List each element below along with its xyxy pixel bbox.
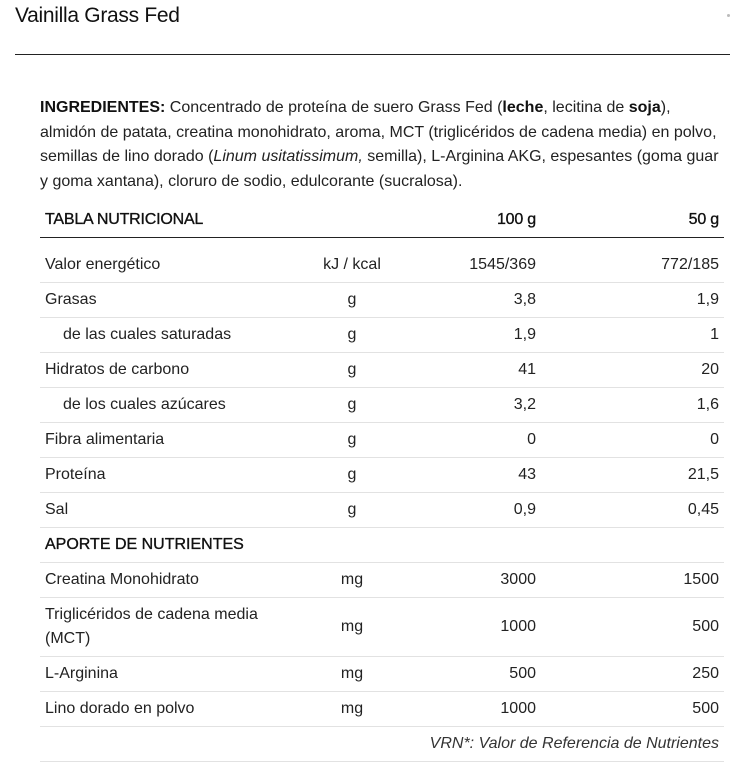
allergen-milk: leche [502, 99, 544, 116]
table-header-row [40, 203, 724, 238]
table-row [40, 657, 724, 692]
row-unit: g [347, 291, 357, 308]
table-row [40, 598, 724, 657]
row-label: Grasas [45, 291, 97, 308]
ingredients-paragraph [40, 96, 730, 194]
ingredients-label: INGREDIENTES: [40, 99, 166, 116]
row-value-100g: 1,9 [513, 326, 536, 343]
product-title: Vainilla Grass Fed [15, 4, 180, 27]
nutrition-table [40, 203, 724, 762]
table-row [40, 248, 724, 283]
row-value-50g: 500 [692, 618, 719, 635]
row-unit: g [347, 326, 357, 343]
row-value-50g: 250 [692, 665, 719, 682]
row-unit: g [347, 431, 357, 448]
ingredients-text-3: ), almidón de patata, creatina monohidrato, aroma, MCT (triglicéridos de cadena media) en polvo, semillas de lino dorado ( [40, 99, 717, 165]
table-row [40, 388, 724, 423]
row-value-100g: 41 [518, 361, 536, 378]
table-row [40, 353, 724, 388]
row-label: de las cuales saturadas [63, 326, 232, 343]
footnote-text: VRN*: Valor de Referencia de Nutrientes [429, 735, 719, 752]
allergen-soy: soja [628, 99, 661, 116]
row-value-50g: 1,9 [696, 291, 719, 308]
row-unit: mg [340, 665, 364, 682]
ingredients-text-4: semilla), L-Arginina AKG, espesantes (goma guar y goma xantana), cloruro de sodio, edulcorante (sucralosa). [40, 148, 719, 190]
row-unit: kJ / kcal [323, 256, 381, 273]
title-divider [15, 54, 730, 55]
row-value-100g: 3,2 [513, 396, 536, 413]
row-value-100g: 43 [518, 466, 536, 483]
row-unit: g [347, 501, 357, 518]
row-label: Triglicéridos de cadena media (MCT) [45, 606, 258, 647]
row-value-50g: 500 [692, 700, 719, 717]
row-label: Creatina Monohidrato [45, 571, 199, 588]
nutrient-rows [40, 563, 724, 727]
row-value-100g: 1000 [500, 618, 536, 635]
table-spacer [40, 238, 724, 248]
row-unit: mg [340, 700, 364, 717]
latin-name: Linum usitatissimum, [213, 148, 363, 165]
row-unit: mg [340, 618, 364, 635]
row-value-100g: 500 [509, 665, 536, 682]
table-row [40, 458, 724, 493]
row-value-50g: 1500 [683, 571, 719, 588]
row-value-100g: 1545/369 [469, 256, 536, 273]
table-row [40, 692, 724, 727]
row-unit: g [347, 361, 357, 378]
row-label: Lino dorado en polvo [45, 700, 195, 717]
row-label: Valor energético [45, 256, 161, 273]
row-value-100g: 0,9 [513, 501, 536, 518]
row-unit: mg [340, 571, 364, 588]
table-row [40, 563, 724, 598]
column-header-100g: 100 g [496, 211, 536, 228]
row-label: Proteína [45, 466, 106, 483]
row-value-50g: 1,6 [696, 396, 719, 413]
ingredients-text-1: Concentrado de proteína de suero Grass Fed ( [165, 99, 503, 116]
nutrition-rows [40, 248, 724, 528]
table-title: TABLA NUTRICIONAL [45, 211, 204, 228]
table-row [40, 318, 724, 353]
table-row [40, 283, 724, 318]
nutrients-section-row [40, 528, 724, 563]
row-value-50g: 0,45 [687, 501, 719, 518]
row-value-50g: 0 [710, 431, 719, 448]
row-value-100g: 3,8 [513, 291, 536, 308]
nutrients-section-title: APORTE DE NUTRIENTES [45, 536, 244, 553]
row-label: L-Arginina [45, 665, 118, 682]
row-label: Fibra alimentaria [45, 431, 165, 448]
row-value-100g: 1000 [500, 700, 536, 717]
row-value-100g: 3000 [500, 571, 536, 588]
table-row [40, 493, 724, 528]
row-value-50g: 772/185 [661, 256, 719, 273]
row-label: Hidratos de carbono [45, 361, 190, 378]
row-value-50g: 20 [701, 361, 719, 378]
column-header-50g: 50 g [688, 211, 719, 228]
table-row [40, 423, 724, 458]
row-value-50g: 1 [710, 326, 719, 343]
row-label: Sal [45, 501, 69, 518]
row-unit: g [347, 466, 357, 483]
ingredients-text-2: , lecitina de [543, 99, 629, 116]
row-unit: g [347, 396, 357, 413]
row-value-100g: 0 [527, 431, 536, 448]
row-value-50g: 21,5 [687, 466, 719, 483]
row-label: de los cuales azúcares [63, 396, 226, 413]
footnote-row [40, 727, 724, 762]
